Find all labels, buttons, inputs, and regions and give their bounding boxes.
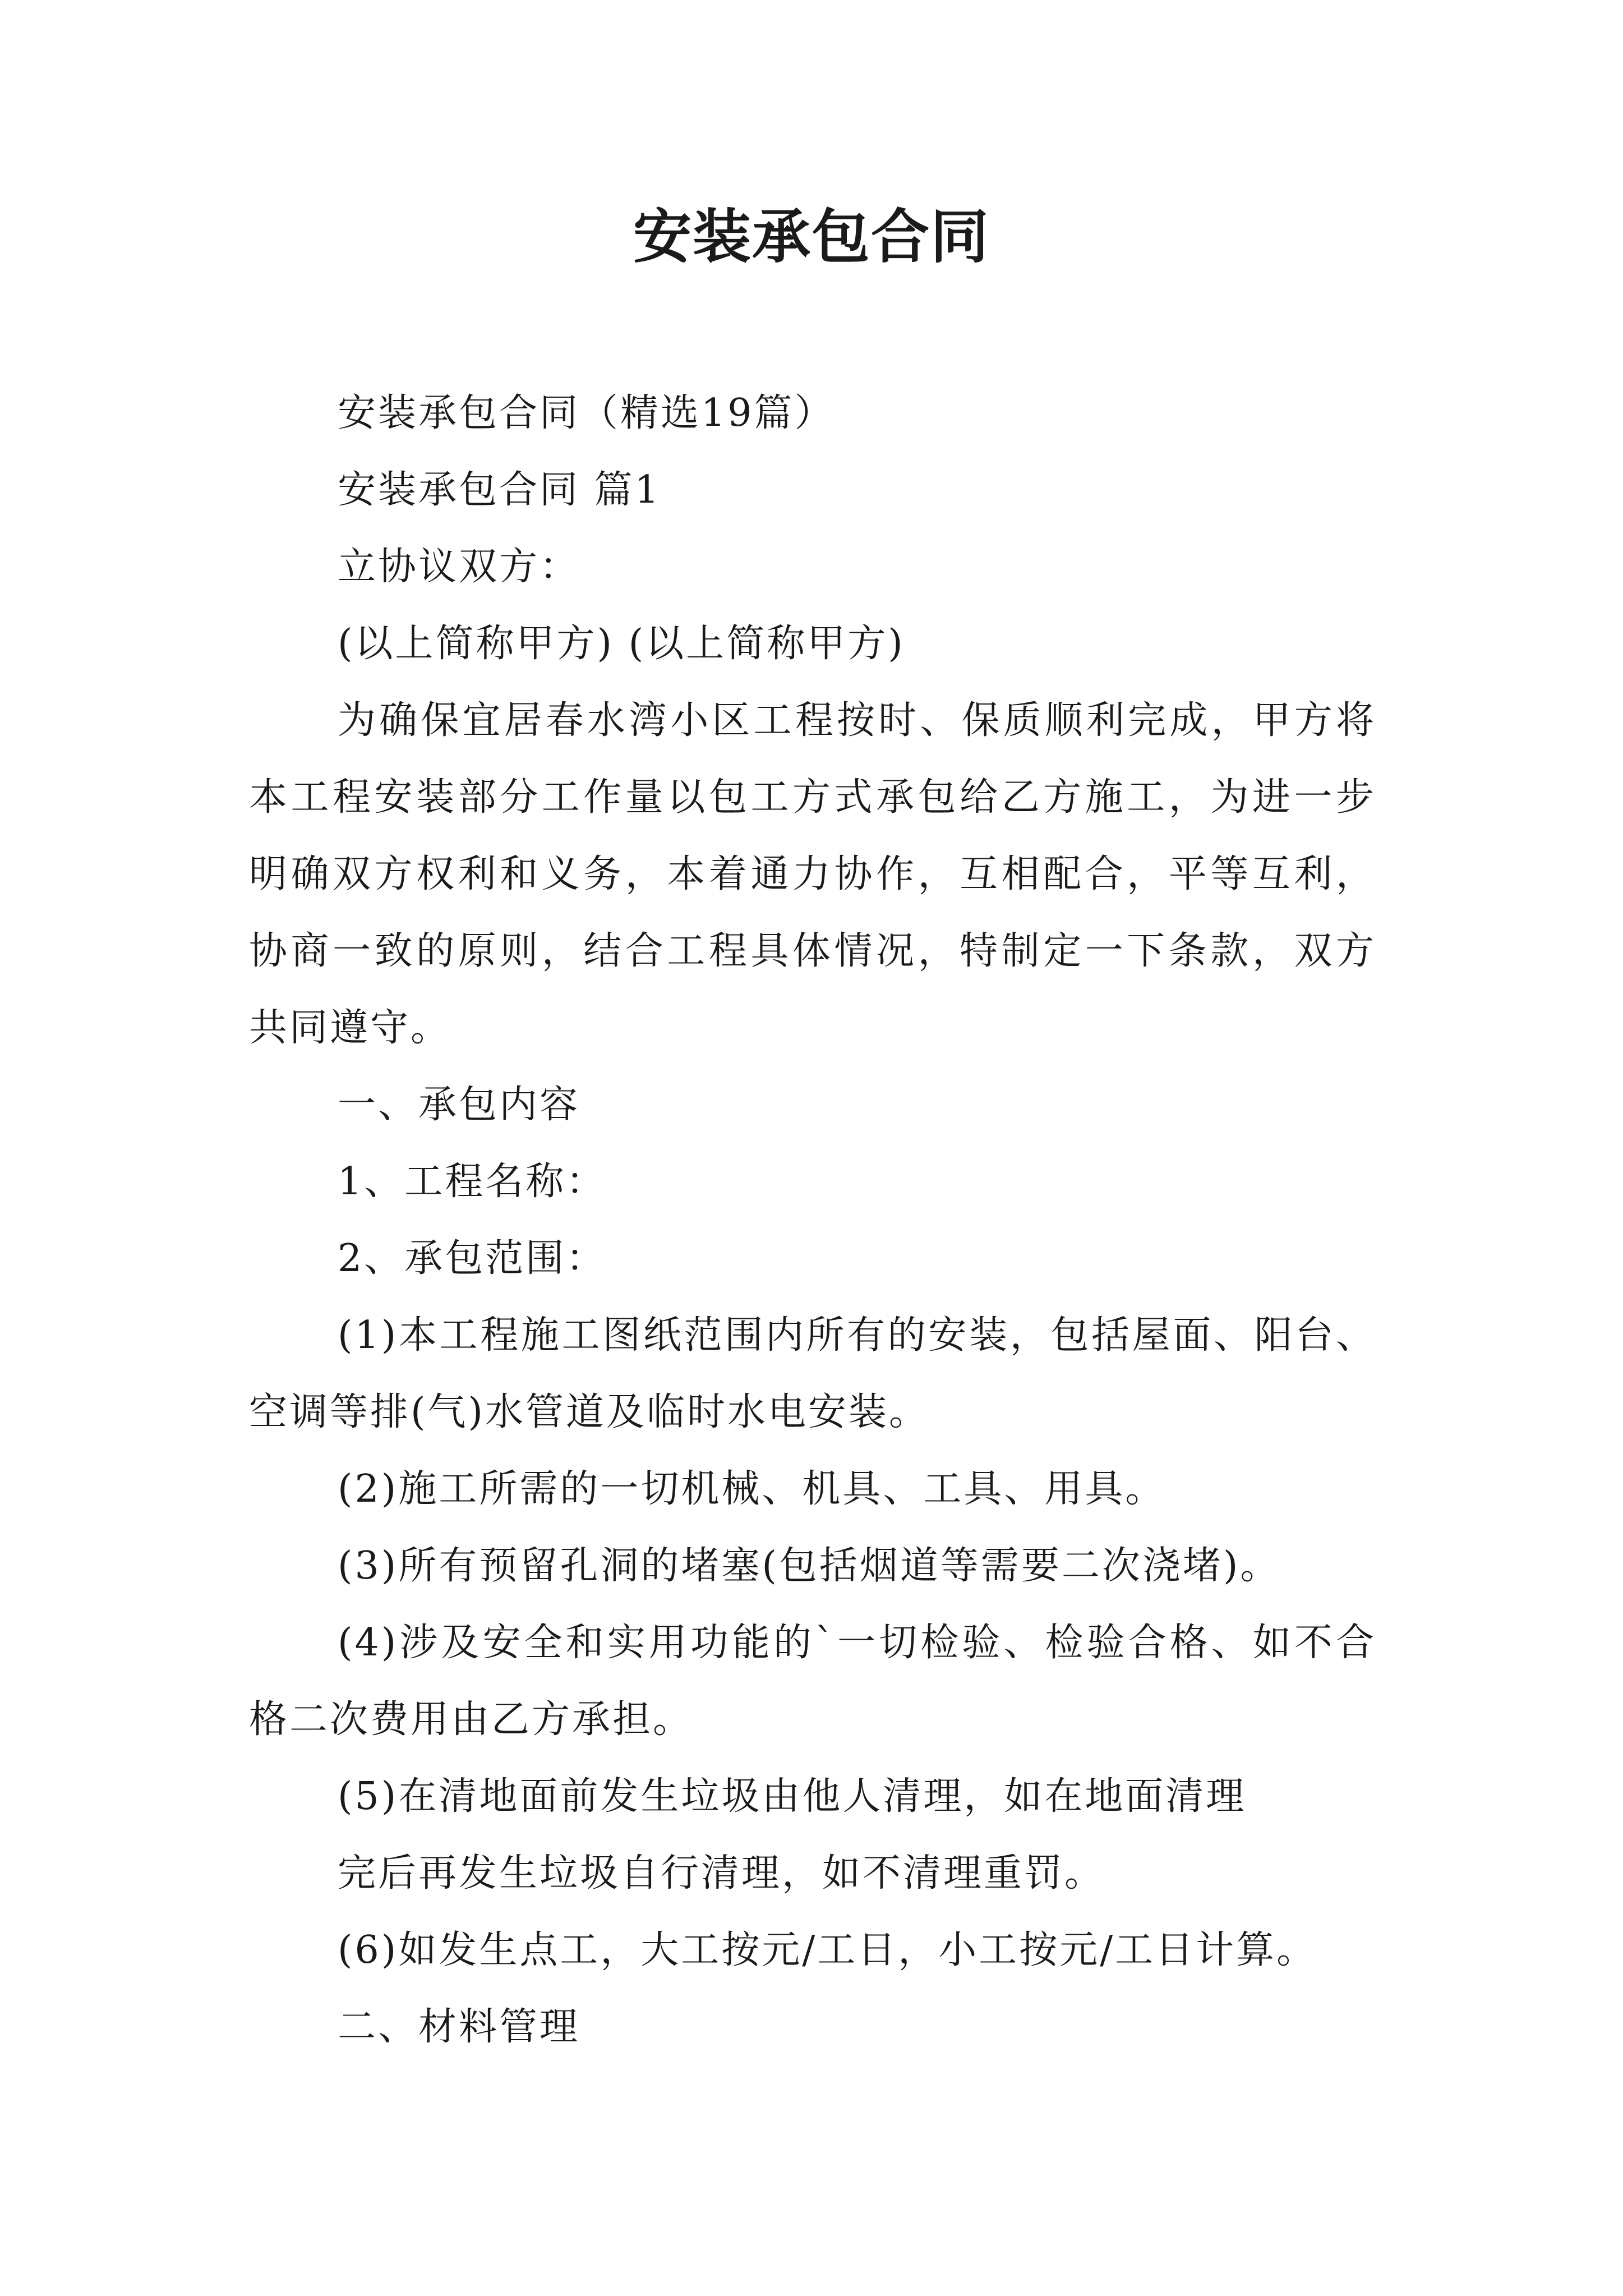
list-item: 2、承包范围： bbox=[338, 1236, 607, 1281]
section-heading: 二、材料管理 bbox=[338, 2005, 580, 2049]
list-item: (2)施工所需的一切机械、机具、工具、用具。 bbox=[338, 1467, 1166, 1511]
list-item: (5)在清地面前发生垃圾由他人清理，如在地面清理 bbox=[338, 1774, 1247, 1819]
subtitle-line: 安装承包合同（精选19篇） bbox=[338, 391, 835, 435]
list-item: 完后再发生垃圾自行清理，如不清理重罚。 bbox=[338, 1851, 1105, 1895]
paragraph: (以上简称甲方) (以上简称甲方) bbox=[338, 622, 905, 666]
section-heading: 一、承包内容 bbox=[338, 1083, 580, 1127]
document-body bbox=[249, 375, 1376, 2065]
list-item: (6)如发生点工，大工按元/工日，小工按元/工日计算。 bbox=[338, 1928, 1317, 1972]
section-heading: 安装承包合同 篇1 bbox=[338, 468, 661, 512]
list-item: 1、工程名称： bbox=[338, 1159, 607, 1204]
list-item: (3)所有预留孔洞的堵塞(包括烟道等需要二次浇堵)。 bbox=[338, 1544, 1281, 1588]
paragraph: 为确保宜居春水湾小区工程按时、保质顺利完成，甲方将本工程安装部分工作量以包工方式承包给乙方施工，为进一步明确双方权利和义务，本着通力协作，互相配合，平等互利，协商一致的原则，结合工程具体情况，特制定一下条款，双方共同遵守。 bbox=[249, 698, 1376, 1050]
paragraph: 立协议双方： bbox=[338, 545, 580, 589]
document-title: 安装承包合同 bbox=[633, 202, 990, 271]
list-item: (4)涉及安全和实用功能的`一切检验、检验合格、如不合格二次费用由乙方承担。 bbox=[249, 1621, 1376, 1742]
list-item: (1)本工程施工图纸范围内所有的安装，包括屋面、阳台、空调等排(气)水管道及临时水电安装。 bbox=[249, 1313, 1376, 1434]
